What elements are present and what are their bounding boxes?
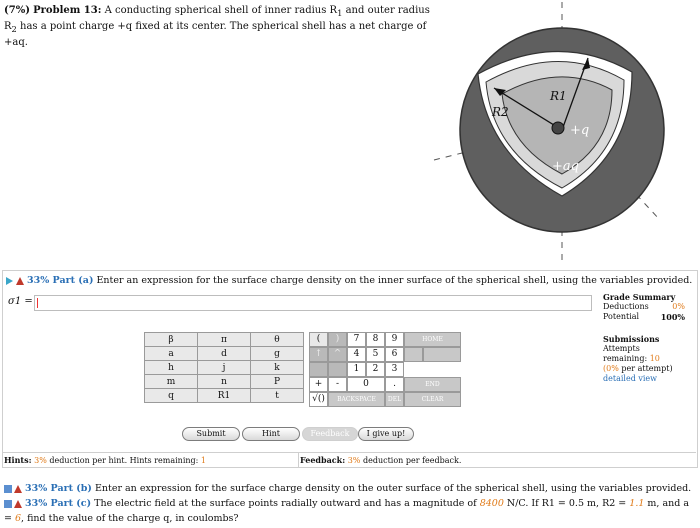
per-attempt-row: (0% per attempt) <box>603 364 673 373</box>
key-6[interactable]: 6 <box>385 347 404 362</box>
aq-label: +aq <box>552 159 579 174</box>
key-P[interactable]: P <box>251 375 304 389</box>
key-d[interactable]: d <box>198 347 251 361</box>
key-close-paren[interactable]: ) <box>328 332 347 347</box>
answer-input[interactable] <box>34 295 592 311</box>
key-g[interactable]: g <box>251 347 304 361</box>
key-up-arrow[interactable]: ↑ <box>309 347 328 362</box>
key-2[interactable]: 2 <box>366 362 385 377</box>
key-sqrt[interactable]: √() <box>309 392 328 407</box>
feedback-info: Feedback: 3% deduction per feedback. <box>300 455 462 465</box>
divider <box>298 453 299 467</box>
q-label: +q <box>570 123 590 138</box>
key-del[interactable]: DEL <box>385 392 404 407</box>
key-q[interactable]: q <box>145 389 198 403</box>
key-m[interactable]: m <box>145 375 198 389</box>
key-R1[interactable]: R1 <box>198 389 251 403</box>
give-up-button[interactable]: I give up! <box>358 427 414 441</box>
hints-remaining: 1 <box>200 456 206 465</box>
warning-icon <box>14 485 22 493</box>
key-0[interactable]: 0 <box>347 377 385 392</box>
expand-icon <box>4 500 12 508</box>
grade-title: Grade Summary <box>603 292 676 302</box>
part-a-header <box>6 275 692 287</box>
r1-label: R1 <box>550 89 567 103</box>
key-k[interactable]: k <box>251 361 304 375</box>
warning-icon <box>16 277 24 285</box>
key-caret[interactable]: ^ <box>328 347 347 362</box>
key-plus[interactable]: + <box>309 377 328 392</box>
r2-value: 1.1 <box>629 498 645 509</box>
r2-label: R2 <box>492 105 509 119</box>
key-theta[interactable]: θ <box>251 333 304 347</box>
key-a[interactable]: a <box>145 347 198 361</box>
part-a-percent: 33% Part (a) <box>27 275 94 286</box>
feedback-button[interactable]: Feedback <box>302 427 358 441</box>
play-icon <box>6 277 13 285</box>
text-caret <box>37 298 38 308</box>
problem-weight: (7%) <box>4 5 30 16</box>
key-h[interactable]: h <box>145 361 198 375</box>
key-clear[interactable]: CLEAR <box>404 392 461 407</box>
key-left-arrow-icon[interactable] <box>404 347 423 362</box>
key-pi[interactable]: π <box>198 333 251 347</box>
key-end[interactable]: END <box>404 377 461 392</box>
key-blank-1[interactable] <box>309 362 328 377</box>
spherical-shell-figure <box>420 2 700 260</box>
a-value: 6 <box>15 513 22 524</box>
key-9[interactable]: 9 <box>385 332 404 347</box>
deductions-value: 0% <box>672 302 685 311</box>
key-t[interactable]: t <box>251 389 304 403</box>
sigma-label: σ1 = <box>8 296 33 307</box>
key-minus[interactable]: - <box>328 377 347 392</box>
key-open-paren[interactable]: ( <box>309 332 328 347</box>
key-blank-2[interactable] <box>328 362 347 377</box>
submissions-title: Submissions <box>603 334 660 344</box>
potential-value: 100% <box>660 312 685 322</box>
attempts-value: 10 <box>649 354 660 363</box>
hints-info: Hints: 3% deduction per hint. Hints remaining: 1 <box>4 455 206 465</box>
problem-number: Problem 13: <box>33 5 102 16</box>
key-5[interactable]: 5 <box>366 347 385 362</box>
key-n[interactable]: n <box>198 375 251 389</box>
key-right-arrow-icon[interactable] <box>423 347 461 362</box>
potential-row: Potential 100% <box>603 312 685 322</box>
submit-button[interactable]: Submit <box>182 427 240 441</box>
key-beta[interactable]: β <box>145 333 198 347</box>
key-dot[interactable]: . <box>385 377 404 392</box>
grade-summary <box>603 292 685 384</box>
variable-keypad <box>144 332 304 403</box>
key-8[interactable]: 8 <box>366 332 385 347</box>
part-b-header[interactable]: 33% Part (b) Enter an expression for the surface charge density on the outer surface of the spherical shell, using the variables provided. <box>4 483 691 495</box>
field-value: 8400 <box>479 498 504 509</box>
hints-feedback-bar <box>2 452 696 467</box>
key-7[interactable]: 7 <box>347 332 366 347</box>
hint-button[interactable]: Hint <box>242 427 300 441</box>
attempts-row: Attempts remaining: 10 <box>603 344 660 363</box>
key-home[interactable]: HOME <box>404 332 461 347</box>
deductions-row: Deductions 0% <box>603 302 685 311</box>
part-a-question: Enter an expression for the surface charge density on the inner surface of the spherical shell, using the variables provided. <box>96 275 693 286</box>
key-1[interactable]: 1 <box>347 362 366 377</box>
key-j[interactable]: j <box>198 361 251 375</box>
key-4[interactable]: 4 <box>347 347 366 362</box>
problem-statement: (7%) Problem 13: A conducting spherical shell of inner radius $R_1$ and outer radius $R_2$ has a point charge +q fixed at its center. The spherical shell has a net charge of +aq. <box>4 5 430 48</box>
key-3[interactable]: 3 <box>385 362 404 377</box>
part-c-header[interactable]: 33% Part (c) The electric field at the surface points radially outward and has a magnitude of 8400 N/C. If R1 = 0.5 m, R2 = 1.1 m, and a = 6, find the value of the charge q, in coulombs? <box>4 498 690 524</box>
key-backspace[interactable]: BACKSPACE <box>328 392 385 407</box>
expand-icon <box>4 485 12 493</box>
problem-body: A conducting spherical shell of inner radius R <box>104 5 338 16</box>
detailed-view-link[interactable]: detailed view <box>603 374 658 383</box>
warning-icon <box>14 500 22 508</box>
